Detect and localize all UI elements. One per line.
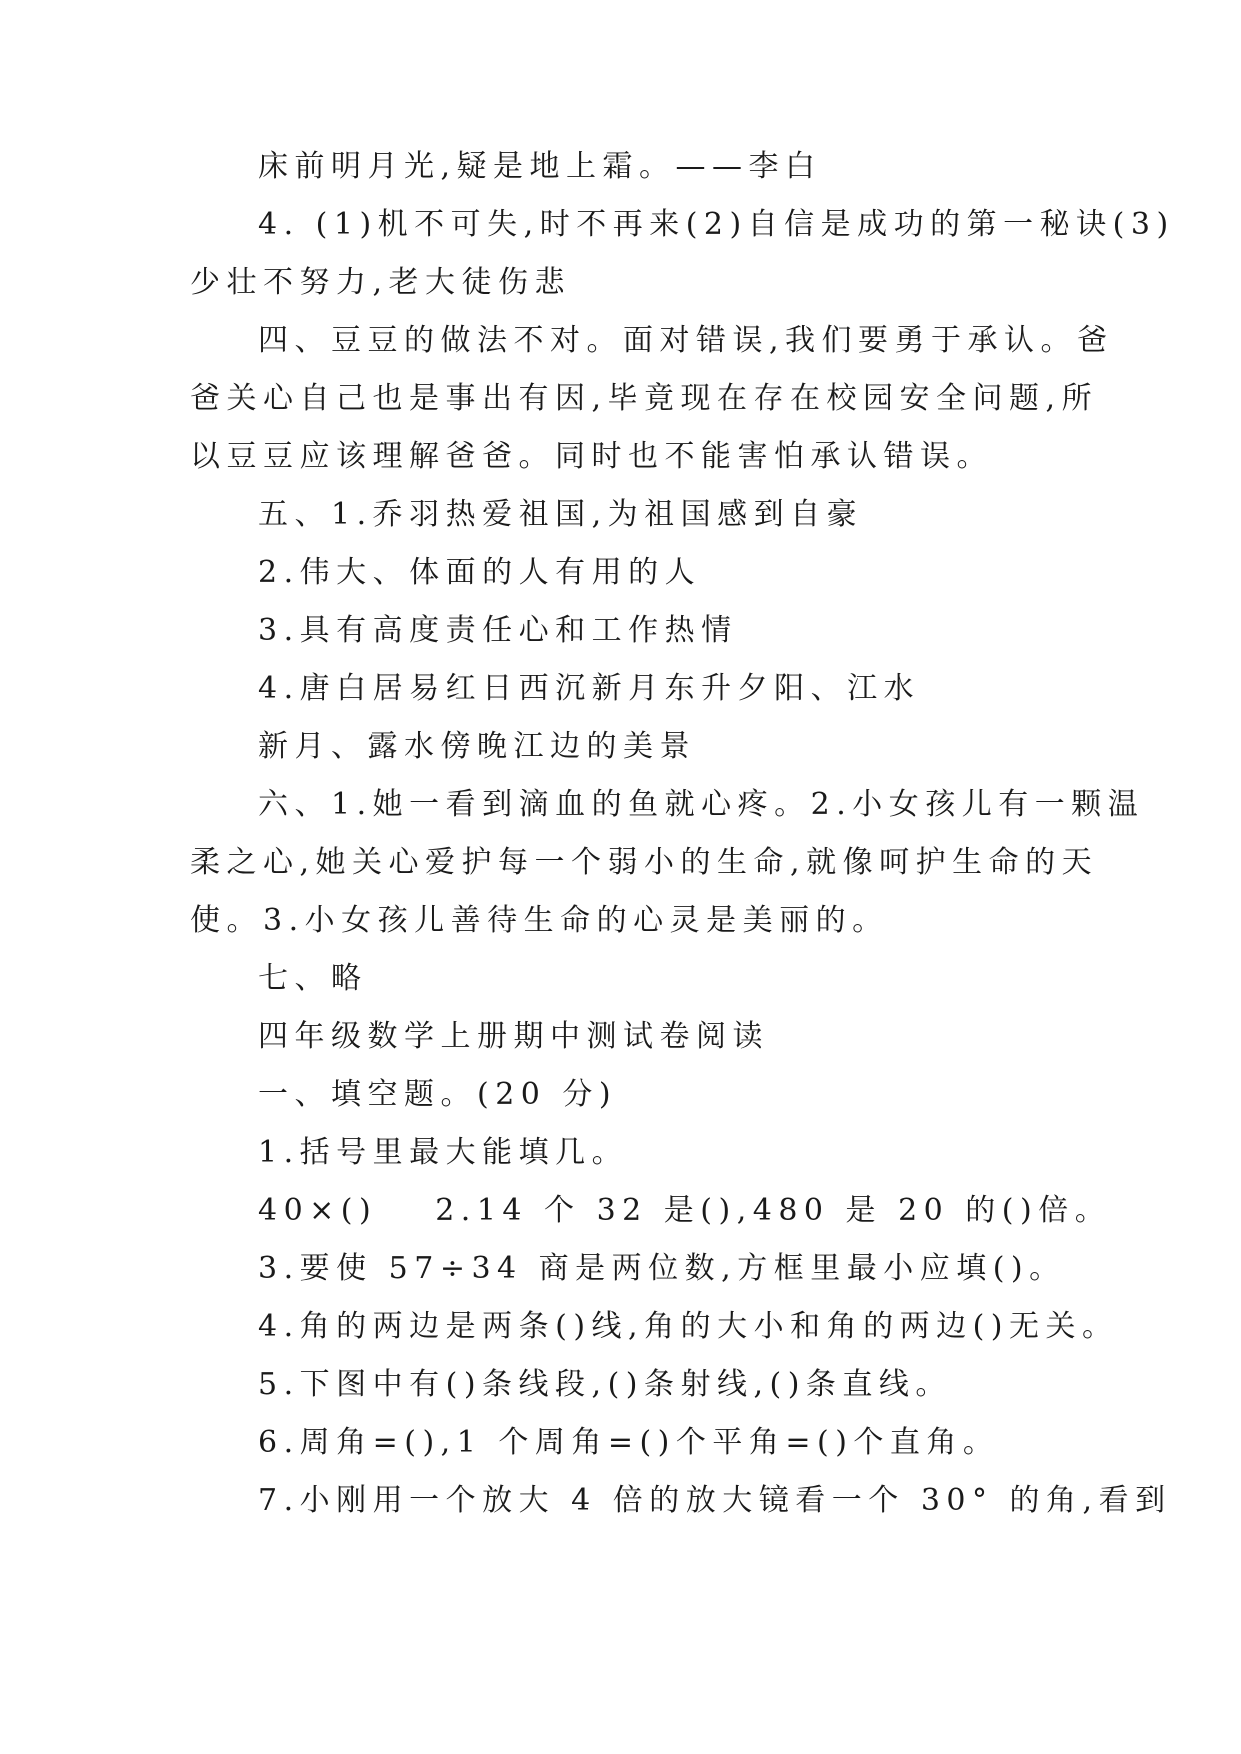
text-line: 4.角的两边是两条()线,角的大小和角的两边()无关。 [258, 1309, 1119, 1344]
text-line: 爸关心自己也是事出有因,毕竟现在存在校园安全问题,所 [190, 381, 1099, 416]
text-line: 3.具有高度责任心和工作热情 [258, 613, 738, 648]
text-line: 新月、露水傍晚江边的美景 [258, 729, 696, 764]
text-line: 4.唐白居易红日西沉新月东升夕阳、江水 [258, 671, 921, 706]
text-line: 四、豆豆的做法不对。面对错误,我们要勇于承认。爸 [258, 323, 1114, 358]
text-line: 柔之心,她关心爱护每一个弱小的生命,就像呵护生命的天 [190, 845, 1099, 880]
text-line: 2.伟大、体面的人有用的人 [258, 555, 702, 590]
text-line: 六、1.她一看到滴血的鱼就心疼。2.小女孩儿有一颗温 [258, 787, 1145, 822]
text-line: 床前明月光,疑是地上霜。——李白 [258, 149, 822, 184]
text-line: 1.括号里最大能填几。 [258, 1135, 629, 1170]
text-line: 6.周角=(),1 个周角=()个平角=()个直角。 [258, 1425, 1000, 1460]
text-line: 五、1.乔羽热爱祖国,为祖国感到自豪 [258, 497, 864, 532]
text-line: 3.要使 57÷34 商是两位数,方框里最小应填()。 [258, 1251, 1066, 1286]
text-line: 7.小刚用一个放大 4 倍的放大镜看一个 30° 的角,看到 [258, 1483, 1172, 1518]
text-line: 使。3.小女孩儿善待生命的心灵是美丽的。 [190, 903, 889, 938]
text-segment: 40×() [258, 1193, 378, 1228]
text-segment: 2.14 个 32 是(),480 是 20 的()倍。 [435, 1193, 1112, 1228]
text-line: 一、填空题。(20 分) [258, 1077, 618, 1112]
text-line: 七、略 [258, 961, 368, 996]
text-line: 少壮不努力,老大徒伤悲 [190, 265, 572, 300]
text-line [258, 1191, 1111, 1231]
text-line: 四年级数学上册期中测试卷阅读 [258, 1019, 769, 1054]
text-line: 以豆豆应该理解爸爸。同时也不能害怕承认错误。 [190, 439, 993, 474]
text-line: 4. (1)机不可失,时不再来(2)自信是成功的第一秘诀(3) [258, 207, 1175, 242]
text-line: 5.下图中有()条线段,()条射线,()条直线。 [258, 1367, 952, 1402]
